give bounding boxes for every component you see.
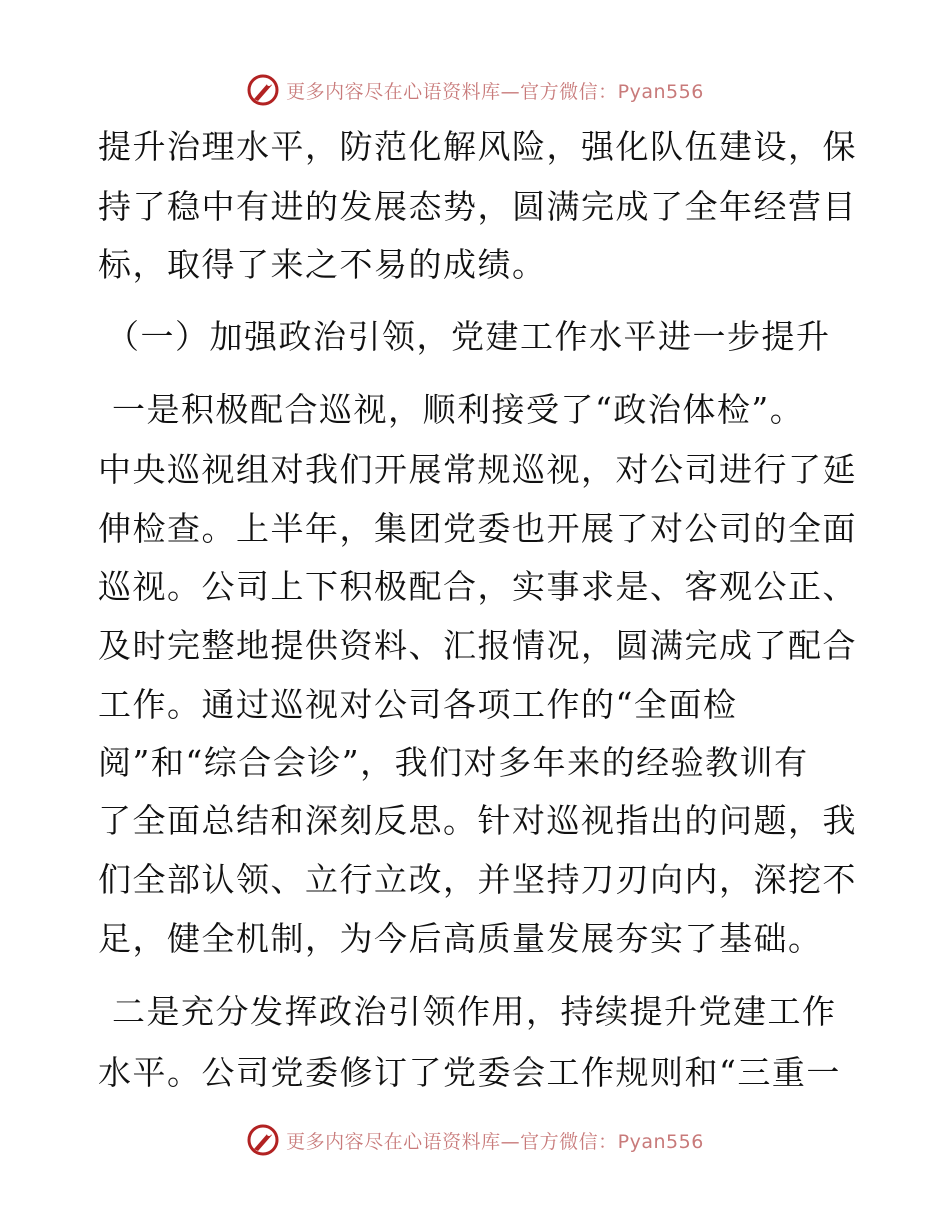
pen-circle-logo-icon xyxy=(246,1123,280,1157)
watermark-text: 更多内容尽在心语资料库—官方微信：Pyan556 xyxy=(286,80,704,103)
paragraph-line: 了全面总结和深刻反思。针对巡视指出的问题，我 xyxy=(98,801,857,840)
watermark-bottom xyxy=(0,1120,950,1160)
paragraph-line: 及时完整地提供资料、汇报情况，圆满完成了配合 xyxy=(98,626,857,665)
paragraph-line: 水平。公司党委修订了党委会工作规则和“三重一 xyxy=(98,1053,841,1092)
paragraph-line: 足，健全机制，为今后高质量发展夯实了基础。 xyxy=(98,919,823,958)
paragraph-line: 巡视。公司上下积极配合，实事求是、客观公正、 xyxy=(98,567,857,606)
paragraph-line: 工作。通过巡视对公司各项工作的“全面检 xyxy=(98,685,738,724)
watermark-text: 更多内容尽在心语资料库—官方微信：Pyan556 xyxy=(286,1130,704,1153)
paragraph-line: 二是充分发挥政治引领作用，持续提升党建工作 xyxy=(112,992,837,1031)
section-heading: （一）加强政治引领，党建工作水平进一步提升 xyxy=(106,317,831,356)
paragraph-line: 伸检查。上半年，集团党委也开展了对公司的全面 xyxy=(98,509,857,548)
paragraph-line: 标，取得了来之不易的成绩。 xyxy=(98,245,547,284)
paragraph-line: 一是积极配合巡视，顺利接受了“政治体检”。 xyxy=(112,390,805,429)
paragraph-line: 提升治理水平，防范化解风险，强化队伍建设，保 xyxy=(98,127,857,166)
watermark-top xyxy=(0,70,950,110)
paragraph-line: 中央巡视组对我们开展常规巡视，对公司进行了延 xyxy=(98,450,857,489)
paragraph-line: 持了稳中有进的发展态势，圆满完成了全年经营目 xyxy=(98,187,857,226)
pen-circle-logo-icon xyxy=(246,73,280,107)
paragraph-line: 们全部认领、立行立改，并坚持刀刃向内，深挖不 xyxy=(98,860,857,899)
paragraph-line: 阅”和“综合会诊”，我们对多年来的经验教训有 xyxy=(98,743,809,782)
